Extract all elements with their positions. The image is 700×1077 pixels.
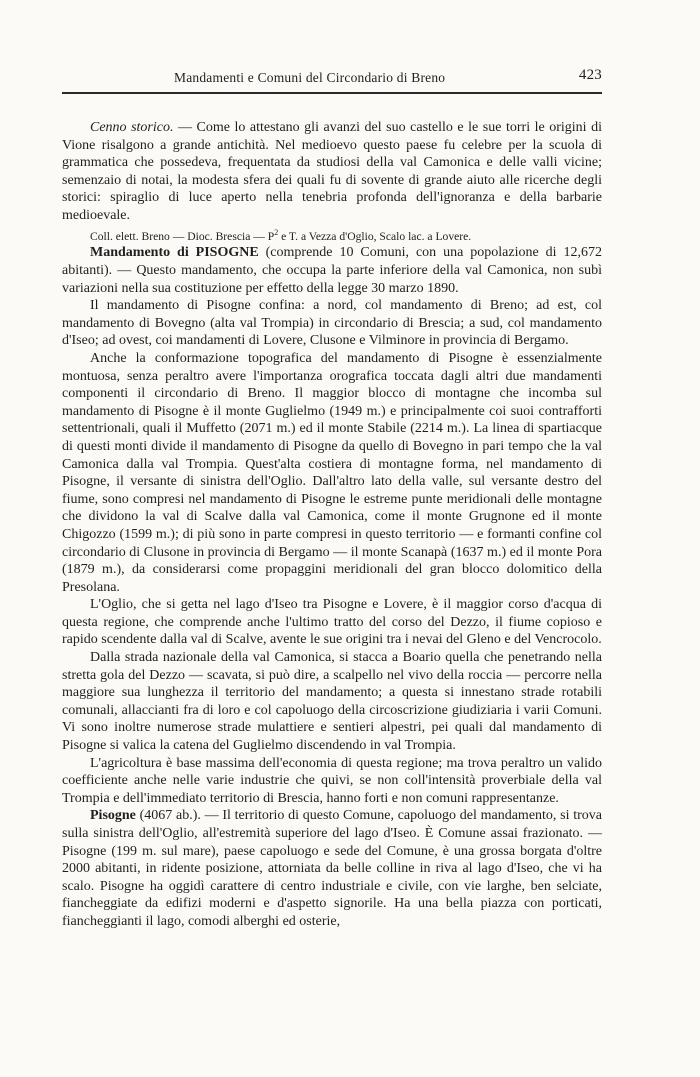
header-rule bbox=[62, 92, 602, 94]
body-text bbox=[62, 119, 602, 931]
oglio-paragraph: L'Oglio, che si getta nel lago d'Iseo tra Pisogne e Lovere, è il maggior corso d'acqua di questa regione, che comprende anche l'ultimo tratto del corso del Dezzo, il fiume copioso e rapido scendente dalla val di Scalve, avente le sue origini tra i nevai del Gleno e del Vencrocolo. bbox=[62, 597, 602, 648]
running-title: Mandamenti e Comuni del Circondario di Breno bbox=[174, 70, 446, 85]
pisogne-heading: Pisogne bbox=[90, 808, 136, 824]
pisogne-paragraph bbox=[62, 807, 602, 930]
confini-paragraph: Il mandamento di Pisogne confina: a nord, col mandamento di Breno; ad est, col mandamento di Bovegno (alta val Trompia) in circondario di Brescia; a sud, col mandamento d'Iseo; ad ovest, coi mandamenti di Lovere, Clusone e Vilminore in provincia di Bergamo. bbox=[62, 298, 602, 349]
note-text-pre: Coll. elett. Breno — Dioc. Brescia — P bbox=[90, 229, 275, 243]
cenno-storico-label: Cenno storico. bbox=[90, 120, 174, 135]
mandamento-intro-paragraph bbox=[62, 244, 602, 297]
page-number: 423 bbox=[578, 67, 602, 83]
mandamento-heading: Mandamento di PISOGNE bbox=[90, 245, 259, 261]
running-header bbox=[62, 66, 602, 90]
cenno-storico-text: — Come lo attestano gli avanzi del suo castello e le sue torri le origini di Vione risalgono a grande antichità. Nel medioevo questo paese fu celebre per la scuola di grammatica che possedeva, frequentata da studiosi della val Camonica e delle valli vicine; semenzaio di notai, la modesta sfera dei quali fu di sovente di grande aiuto alle ricerche degli storici: spiraglio di luce aperto nella tenebria profonda dell'ignoranza e della barbarie medioevale. bbox=[62, 120, 602, 223]
pisogne-text: (4067 ab.). — Il territorio di questo Comune, capoluogo del mandamento, si trova sulla sinistra dell'Oglio, all'estremità superiore del lago d'Iseo. È Comune assai frazionato. — Pisogne (199 m. sul mare), paese capoluogo e sede del Comune, è una grossa borgata d'oltre 2000 abitanti, in ridente posizione, attorniata da belle colline in riva al lago d'Iseo, che vi ha scalo. Pisogne ha oggidì carattere di centro industriale e civile, con vie larghe, ben selciate, fiancheggiate da edifizi moderni e d'aspetto signorile. Ha una bella piazza con porticati, fiancheggianti il lago, comodi alberghi ed osterie, bbox=[62, 808, 602, 929]
note-superscript: 2 bbox=[274, 227, 279, 237]
strade-paragraph: Dalla strada nazionale della val Camonica, si stacca a Boario quella che penetrando nella stretta gola del Dezzo — scavata, si può dire, a scalpello nel vivo della roccia — percorre nella maggiore sua lunghezza il territorio del mandamento; a questa si innestano strade rotabili comunali, allaccianti fra di loro e col capoluogo della circoscrizione giudiziaria i varii Comuni. Vi sono inoltre numerose strade mulattiere e sentieri alpestri, pei quali dal mandamento di Pisogne si valica la catena del Guglielmo discendendo in val Trompia. bbox=[62, 650, 602, 754]
agricoltura-paragraph: L'agricoltura è base massima dell'economia di questa regione; ma trova peraltro un valido coefficiente anche nelle varie industrie che quivi, se non coll'intensità proverbiale della val Trompia e dell'immediato territorio di Brescia, hanno forti e non comuni rappresentanze. bbox=[62, 755, 602, 806]
topografia-paragraph: Anche la conformazione topografica del mandamento di Pisogne è essenzialmente montuosa, senza peraltro avere l'importanza orografica toccata dagli altri due mandamenti componenti il circondario di Breno. Il maggior blocco di montagne che incomba sul mandamento di Pisogne è il monte Guglielmo (1949 m.) e principalmente coi suoi contrafforti settentrionali, quali il Muffetto (2071 m.) ed il monte Stabile (2214 m.). La linea di spartiacque di questi monti divide il mandamento di Pisogne da quello di Bovegno in pari tempo che la val Camonica dalla val Trompia. Quest'alta costiera di montagne forma, nel mandamento di Pisogne, il versante di sinistra dell'Oglio. Dall'altro lato della valle, sul versante destro del fiume, sono compresi nel mandamento di Pisogne le estreme punte meridionali delle montagne che dividono la val di Scalve dalla val Camonica, come il monte Grugnone ed il monte Chigozzo (1599 m.); di più sono in parte compresi in questo territorio — e formanti confine col circondario di Clusone in provincia di Bergamo — il monte Scanapà (1637 m.) ed il monte Pora (1879 m.), da considerarsi come propaggini meridionali del gran blocco dolomitico della Presolana. bbox=[62, 350, 602, 595]
mandamento-intro-text: (comprende 10 Comuni, con una popolazione di 12,672 abitanti). — Questo mandamento, che occupa la parte inferiore della val Camonica, non subì variazioni nella sua costituzione per effetto della legge 30 marzo 1890. bbox=[62, 245, 602, 296]
electoral-note bbox=[62, 225, 602, 245]
cenno-storico-paragraph bbox=[62, 119, 602, 225]
note-text-post: e T. a Vezza d'Oglio, Scalo lac. a Lovere. bbox=[278, 229, 472, 243]
